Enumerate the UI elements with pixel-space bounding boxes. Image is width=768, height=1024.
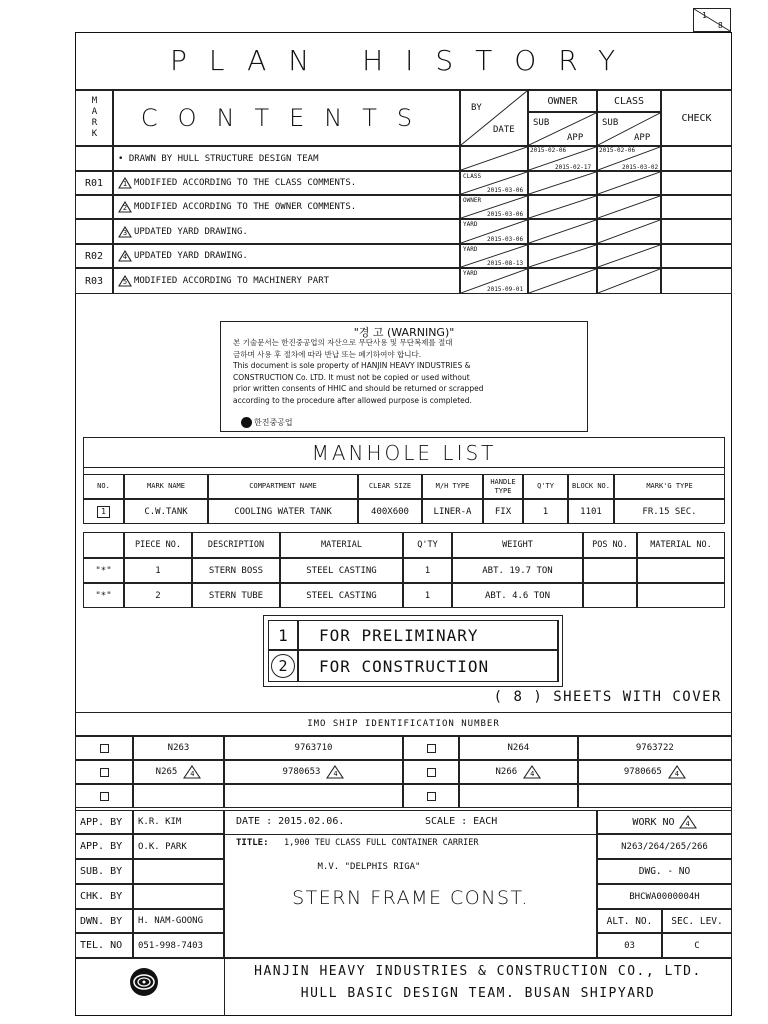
imo-hull-cell [459,736,578,760]
revision-number: 4 [674,770,679,778]
history-text: • DRAWN BY HULL STRUCTURE DESIGN TEAM [118,153,319,164]
imo-hull-cell [459,784,578,808]
history-check [661,195,732,219]
history-text: UPDATED YARD DRAWING. [134,226,248,237]
issue-construction-circle: 2 [271,654,295,678]
history-class-sign [597,146,661,171]
imo-number: 9780665 [623,767,662,777]
revision-number: 4 [333,770,338,778]
by-date-header [460,90,528,146]
history-by: YARD [463,246,478,253]
issue-construction-label: FOR CONSTRUCTION [298,650,559,682]
sec-lev-label: SEC. LEV. [662,909,732,933]
history-contents [113,171,460,195]
history-by-date [460,244,528,268]
pieces-cell: 2 [124,583,192,608]
pieces-header: MATERIAL NO. [637,532,725,558]
imo-hull-number: N263 [167,743,190,753]
hanjin-logo-icon [128,966,160,998]
history-contents [113,219,460,244]
owner-slash [529,220,596,243]
contents-header-text: CONTENTS [140,104,433,132]
pieces-cell: 1 [403,583,452,608]
imo-checkbox[interactable] [427,768,436,777]
title-block-value: H. NAM-GOONG [133,909,224,933]
revision-number: 3 [122,228,128,237]
title-block-value [133,884,224,909]
history-check [661,244,732,268]
pieces-cell [583,583,637,608]
pieces-header: DESCRIPTION [192,532,280,558]
revision-triangle-icon [523,765,541,779]
history-text: MODIFIED ACCORDING TO MACHINERY PART [134,276,330,286]
class-slash [598,172,660,194]
pieces-cell: "*" [83,583,124,608]
pieces-cell: STEEL CASTING [280,558,403,583]
pieces-cell: "*" [83,558,124,583]
manhole-header: HANDLE TYPE [483,474,523,499]
imo-number-cell [578,736,732,760]
pieces-cell: ABT. 4.6 TON [452,583,583,608]
title-block-title-label: TITLE: [236,838,269,848]
warning-line: 본 기술문서는 한진중공업의 자산으로 무단사용 및 무단복제를 절대 [233,338,453,347]
manhole-header: MARK'G TYPE [614,474,725,499]
pieces-header: POS NO. [583,532,637,558]
manhole-value: COOLING WATER TANK [234,506,332,517]
revision-number: 5 [122,278,128,286]
alt-no: 03 [597,933,662,958]
manhole-header: Q'TY [523,474,568,499]
history-date: 2015-03-06 [487,211,524,218]
warning-company-logo [241,417,293,428]
title-block-label: DWN. BY [75,909,133,933]
manhole-cell [208,499,358,524]
manhole-value: LINER-A [433,506,472,517]
revision-triangle-icon [183,765,201,779]
sheet-number-box [693,8,731,32]
imo-hull-cell [133,784,224,808]
history-text: UPDATED YARD DRAWING. [134,251,248,261]
imo-hull-cell [459,760,578,784]
pieces-cell [583,558,637,583]
sec-lev: C [662,933,732,958]
history-by: CLASS [463,173,482,180]
imo-hull-number: N265 [155,767,178,777]
manhole-header: CLEAR SIZE [358,474,422,499]
owner-header: OWNER [528,90,597,112]
title-block-value: 051-998-7403 [133,933,224,958]
drawing-title: STERN FRAME CONST. [292,887,529,909]
work-no-label-cell [597,810,732,834]
pieces-cell: 1 [403,558,452,583]
imo-hull-cell [133,736,224,760]
by-label: BY [471,103,482,113]
class-slash [598,220,660,243]
history-class-sign [597,268,661,294]
pieces-header: MATERIAL [280,532,403,558]
history-owner-sign [528,146,597,171]
history-check [661,219,732,244]
pieces-cell: STEEL CASTING [280,583,403,608]
imo-checkbox-cell [403,784,459,808]
sheets-with-cover: ( 8 ) SHEETS WITH COVER [493,689,722,705]
warning-title: "경 고 (WARNING)" [353,326,455,339]
title-block-value: O.K. PARK [133,834,224,859]
issue-preliminary-num: 1 [268,620,298,650]
contents-header [113,90,460,146]
plan-history-title-text: PLAN HISTORY [169,44,638,77]
warning-line: according to the procedure after allowed purpose is completed. [233,395,472,405]
title-block-value [133,859,224,884]
warning-text [233,337,483,406]
manhole-cell [358,499,422,524]
revision-triangle-icon [118,275,132,287]
manhole-value: FIX [494,506,512,517]
warning-line: 금하며 사용 후 절차에 따라 반납 또는 폐기하여야 합니다. [233,349,422,359]
history-owner-sign [528,195,597,219]
manhole-value: C.W.TANK [144,506,188,517]
work-no: N263/264/265/266 [597,834,732,859]
revision-triangle-icon [668,765,686,779]
title-block-date: DATE : 2015.02.06. [236,816,345,827]
history-check [661,268,732,294]
history-by-date [460,146,528,171]
owner-slash [529,245,596,267]
pieces-header: Q'TY [403,532,452,558]
history-by: OWNER [463,197,482,204]
work-no-label: WORK NO [632,816,675,828]
history-date: 2015-08-13 [487,260,524,267]
title-block-label: SUB. BY [75,859,133,884]
history-mark: R03 [75,268,113,294]
company-logo-icon [128,966,160,998]
history-contents [113,195,460,219]
manhole-number-box: 1 [97,506,110,518]
owner-app-label: APP [567,133,584,143]
revision-number: 4 [685,820,690,828]
revision-triangle-icon [118,177,132,189]
imo-checkbox[interactable] [100,792,109,801]
history-text: MODIFIED ACCORDING TO THE OWNER COMMENTS. [134,202,357,212]
pieces-cell: 1 [124,558,192,583]
by-date-divider [461,91,527,145]
manhole-value: FR.15 SEC. [642,506,697,517]
revision-number: 2 [122,204,128,212]
manhole-value: 1101 [580,506,602,517]
imo-checkbox-cell [403,736,459,760]
pieces-cell [637,583,725,608]
class-header: CLASS [597,90,661,112]
pieces-header: PIECE NO. [124,532,192,558]
class-app-label: APP [634,133,651,143]
history-contents [113,244,460,268]
imo-number-cell [578,784,732,808]
history-owner-sign [528,171,597,195]
company-name: HANJIN HEAVY INDUSTRIES & CONSTRUCTION CO., LTD. [254,964,702,979]
history-class-sign [597,171,661,195]
issue-preliminary-label: FOR PRELIMINARY [298,620,559,650]
team-name: HULL BASIC DESIGN TEAM. BUSAN SHIPYARD [300,986,656,1001]
pieces-cell [637,558,725,583]
pieces-cell: STERN TUBE [192,583,280,608]
mark-header: MARK [75,90,113,146]
warning-box [220,321,588,432]
manhole-value: 1 [542,506,549,517]
revision-triangle-icon [118,250,132,262]
alt-no-label: ALT. NO. [597,909,662,933]
history-by: YARD [463,270,478,277]
pieces-cell: ABT. 19.7 TON [452,558,583,583]
imo-title: IMO SHIP IDENTIFICATION NUMBER [75,712,732,736]
history-class-sign [597,219,661,244]
history-mark [75,146,113,171]
class-sub-app [597,112,661,146]
history-class-sign [597,195,661,219]
title-block-value: K.R. KIM [133,810,224,834]
history-mark: R01 [75,171,113,195]
history-date: 2015-03-06 [487,236,524,243]
class-slash [598,269,660,293]
revision-number: 4 [190,770,195,778]
history-owner-sign [528,244,597,268]
owner-app-date: 2015-02-17 [555,164,592,171]
imo-number-cell [224,760,403,784]
title-block-main [224,810,597,958]
owner-sub-date: 2015-02-06 [530,147,567,154]
sheet-total: 8 [718,21,723,30]
class-slash [598,245,660,267]
imo-number: 9780653 [282,767,321,777]
manhole-cell [523,499,568,524]
revision-triangle-icon [118,201,132,213]
sheet-divider-line [694,9,730,31]
sheet-current: 1 [702,11,707,20]
warning-line: prior written consents of HHIC and should be returned or scrapped [233,384,484,393]
warning-line: CONSTRUCTION Co. LTD. It must not be copied or used without [233,372,470,382]
dwg-no-label: DWG. - NO [597,859,732,884]
imo-checkbox-cell [75,760,133,784]
imo-checkbox-cell [403,760,459,784]
class-app-date: 2015-03-02 [622,164,659,171]
manhole-cell [483,499,523,524]
title-block-label: TEL. NO [75,933,133,958]
imo-checkbox[interactable] [427,744,436,753]
history-date: 2015-03-06 [487,187,524,194]
imo-number: 9763722 [635,743,674,753]
imo-checkbox-cell [75,736,133,760]
issue-construction-num [268,650,298,682]
manhole-header: M/H TYPE [422,474,483,499]
manhole-cell [83,499,124,524]
imo-checkbox-cell [75,784,133,808]
title-block-scale: SCALE : EACH [425,816,498,827]
history-by: YARD [463,221,478,228]
company-logo-icon [241,417,252,428]
history-owner-sign [528,219,597,244]
title-block-divider [224,834,597,835]
imo-number-cell [578,760,732,784]
imo-hull-number: N266 [495,767,518,777]
owner-sub-label: SUB [533,118,550,128]
history-check [661,146,732,171]
pieces-header [83,532,124,558]
manhole-cell [422,499,483,524]
history-by-date [460,268,528,294]
manhole-header: COMPARTMENT NAME [208,474,358,499]
class-slash [598,196,660,218]
revision-number: 4 [122,253,128,261]
imo-hull-cell [133,760,224,784]
check-header: CHECK [661,90,732,146]
history-by-date [460,195,528,219]
history-by-date [460,219,528,244]
imo-hull-number: N264 [507,743,530,753]
history-owner-sign [528,268,597,294]
title-block-label: APP. BY [75,810,133,834]
class-sub-label: SUB [602,118,619,128]
history-mark [75,219,113,244]
manhole-cell [124,499,208,524]
manhole-header: MARK NAME [124,474,208,499]
class-sub-date: 2015-02-06 [599,147,636,154]
imo-checkbox[interactable] [427,792,436,801]
manhole-value: 400X600 [371,506,409,517]
owner-slash [529,172,596,194]
manhole-header: NO. [83,474,124,499]
title-block-label: APP. BY [75,834,133,859]
by-date-slash [461,147,527,170]
revision-triangle-icon [679,815,697,829]
imo-number-cell [224,736,403,760]
owner-slash [529,269,596,293]
date-label: DATE [493,125,515,135]
manhole-cell [568,499,614,524]
imo-checkbox[interactable] [100,768,109,777]
revision-number: 4 [530,770,535,778]
vessel-type: 1,900 TEU CLASS FULL CONTAINER CARRIER [284,838,479,848]
history-text: MODIFIED ACCORDING TO THE CLASS COMMENTS. [134,178,357,188]
owner-slash [529,196,596,218]
title-block-label: CHK. BY [75,884,133,909]
company-block-divider [75,958,732,959]
vessel-name: M.V. "DELPHIS RIGA" [317,862,421,872]
owner-sub-app [528,112,597,146]
revision-number: 1 [122,180,128,188]
history-by-date [460,171,528,195]
history-class-sign [597,244,661,268]
manhole-list-title: MANHOLE LIST [83,437,725,468]
history-check [661,171,732,195]
pieces-header: WEIGHT [452,532,583,558]
imo-number: 9763710 [294,743,333,753]
manhole-cell [614,499,725,524]
imo-number-cell [224,784,403,808]
history-mark: R02 [75,244,113,268]
plan-history-title [75,32,732,90]
history-contents [113,268,460,294]
history-mark [75,195,113,219]
dwg-no: BHCWA0000004H [597,884,732,909]
imo-checkbox[interactable] [100,744,109,753]
warning-company-name: 한진중공업 [254,418,293,427]
manhole-header: BLOCK NO. [568,474,614,499]
pieces-cell: STERN BOSS [192,558,280,583]
revision-triangle-icon [118,226,132,238]
warning-line: This document is sole property of HANJIN HEAVY INDUSTRIES & [233,361,471,370]
revision-triangle-icon [326,765,344,779]
history-contents [113,146,460,171]
history-date: 2015-09-01 [487,286,524,293]
